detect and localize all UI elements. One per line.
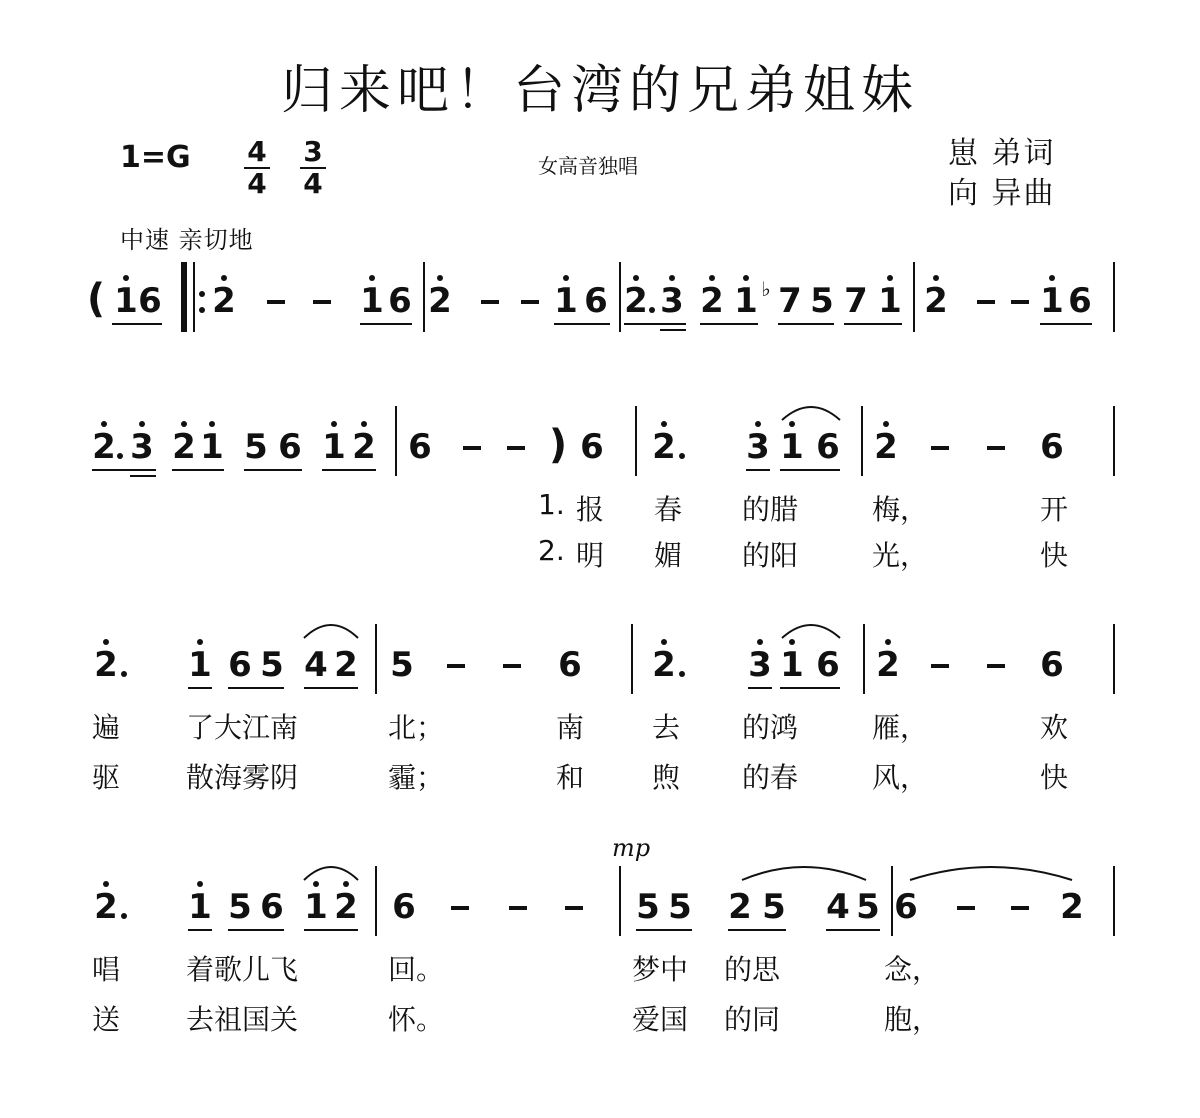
note-6: 6 [1040,427,1064,467]
note-1: 1 [114,281,138,321]
note-2: 2 [652,427,676,467]
note-1: 1 [734,281,758,321]
note-2: 2 [652,645,676,685]
lyric-s2v2-num: 2. [538,534,565,567]
note-5: 5 [810,281,834,321]
octave-dot [197,881,203,887]
octave-dot [661,421,667,427]
octave-dot [661,639,667,645]
octave-dot [933,275,939,281]
octave-dot [313,881,319,887]
aug-dot [679,671,685,677]
octave-dot [209,421,215,427]
lyric-s4v2-3: 爱国 [632,1003,689,1036]
note-6: 6 [228,645,252,685]
note-1: 1 [780,427,804,467]
note-2: 2 [428,281,452,321]
lyric-s3v2-0: 驱 [92,761,121,794]
note-1: 1 [360,281,384,321]
lyric-s4v2-4: 的同 [724,1003,781,1036]
lyric-s3v1-5: 的鸿 [742,711,799,744]
note-2: 2 [624,281,648,321]
lyric-s2v1-3: 的腊 [742,493,799,526]
note-1: 1 [188,645,212,685]
lyric-s2v2-1: 明 [576,539,605,572]
lyric-s3v1-4: 去 [652,711,681,744]
lyric-s4v2-5: 胞， [884,1003,941,1036]
octave-dot [197,639,203,645]
octave-dot [887,275,893,281]
octave-dot [743,275,749,281]
lyric-s3v2-7: 快 [1040,761,1069,794]
note-4: 4 [826,887,850,927]
note-1: 1 [878,281,902,321]
note-2: 2 [334,887,358,927]
note-1: 1 [1040,281,1064,321]
note-2: 2 [876,645,900,685]
note-5: 5 [762,887,786,927]
lyric-s2v2-3: 的阳 [742,539,799,572]
lyric-s2v1-4: 梅， [872,493,929,526]
lyric-s4v1-0: 唱 [92,953,121,986]
song-title: 归来吧！台湾的兄弟姐妹 [280,61,919,121]
lyric-s2v2-5: 快 [1040,539,1069,572]
slur [742,867,866,880]
key-signature: 1=G [120,140,191,175]
aug-dot [679,453,685,459]
octave-dot [343,881,349,887]
note-6: 6 [388,281,412,321]
note-2: 2 [728,887,752,927]
lyric-s2v1-2: 春 [654,493,683,526]
note-3: 3 [746,427,770,467]
octave-dot [221,275,227,281]
dynamic-mark: mp [612,834,651,862]
octave-dot [181,421,187,427]
octave-dot [361,421,367,427]
flat-sign: ♭ [761,277,771,301]
slur [304,867,358,880]
lyric-s2v2-4: 光， [872,539,929,572]
time-sig-denominator: 4 [303,167,323,200]
octave-dot [789,421,795,427]
lyric-s3v2-4: 煦 [652,761,681,794]
lyric-s4v1-4: 的思 [724,953,781,986]
lyric-s3v1-1: 了大江南 [186,711,299,744]
lyric-s3v1-3: 南 [556,711,585,744]
note-6: 6 [278,427,302,467]
lyric-s3v2-1: 散海雾阴 [186,761,299,794]
note-2: 2 [92,427,116,467]
aug-dot [649,307,655,313]
note-5: 5 [390,645,414,685]
slur [782,625,840,638]
octave-dot [883,421,889,427]
note-1: 1 [188,887,212,927]
slur [910,867,1072,880]
lyric-s3v1-2: 北； [388,711,445,744]
note-6: 6 [392,887,416,927]
repeat-dot [199,307,205,313]
note-1: 1 [304,887,328,927]
note-5: 5 [636,887,660,927]
octave-dot [563,275,569,281]
lyricist-credit: 崽 弟词 [948,136,1056,171]
note-6: 6 [816,645,840,685]
note-6: 6 [260,887,284,927]
lyric-s3v2-3: 和 [556,761,585,794]
note-3: 3 [748,645,772,685]
note-2: 2 [874,427,898,467]
note-6: 6 [138,281,162,321]
note-2: 2 [700,281,724,321]
octave-dot [331,421,337,427]
octave-dot [789,639,795,645]
note-5: 5 [668,887,692,927]
slur [304,625,358,638]
note-3: 3 [660,281,684,321]
lyric-s4v2-2: 怀。 [388,1003,445,1036]
octave-dot [669,275,675,281]
note-5: 5 [228,887,252,927]
lyric-s3v1-7: 欢 [1040,711,1069,744]
octave-dot [123,275,129,281]
octave-dot [633,275,639,281]
note-2: 2 [334,645,358,685]
voice-type: 女高音独唱 [538,154,638,178]
octave-dot [757,639,763,645]
note-1: 1 [322,427,346,467]
note-2: 2 [1060,887,1084,927]
note-6: 6 [1068,281,1092,321]
note-5: 5 [244,427,268,467]
octave-dot [101,421,107,427]
note-6: 6 [580,427,604,467]
note-3: 3 [130,427,154,467]
note-1: 1 [554,281,578,321]
slur [782,407,840,420]
note-6: 6 [408,427,432,467]
note-7: 7 [844,281,868,321]
octave-dot [709,275,715,281]
lyric-s4v2-1: 去祖国关 [186,1003,299,1036]
octave-dot [437,275,443,281]
octave-dot [103,639,109,645]
note-2: 2 [172,427,196,467]
note-6: 6 [584,281,608,321]
lyric-s4v1-1: 着歌儿飞 [186,953,299,986]
lyric-s4v1-3: 梦中 [632,953,689,986]
octave-dot [1049,275,1055,281]
octave-dot [885,639,891,645]
octave-dot [139,421,145,427]
aug-dot [121,913,127,919]
note-2: 2 [212,281,236,321]
lyric-s3v1-6: 雁， [872,711,929,744]
aug-dot [121,671,127,677]
lyric-s3v2-2: 霾； [388,761,445,794]
repeat-dot [199,291,205,297]
composer-credit: 向 异曲 [948,176,1056,211]
time-sig-numerator: 3 [303,135,323,168]
note-5: 5 [260,645,284,685]
lyric-s4v2-0: 送 [92,1003,121,1036]
note-2: 2 [352,427,376,467]
paren: ) [548,422,568,468]
note-7: 7 [778,281,802,321]
note-6: 6 [1040,645,1064,685]
note-2: 2 [924,281,948,321]
note-1: 1 [780,645,804,685]
note-2: 2 [94,645,118,685]
lyric-s4v1-5: 念， [884,953,941,986]
note-2: 2 [94,887,118,927]
note-1: 1 [200,427,224,467]
lyric-s3v1-0: 遍 [92,711,121,744]
octave-dot [103,881,109,887]
note-6: 6 [816,427,840,467]
lyric-s2v1-num: 1. [538,488,565,521]
time-sig-denominator: 4 [247,167,267,200]
paren: ( [86,276,106,322]
octave-dot [369,275,375,281]
tempo-marking: 中速 亲切地 [120,226,254,254]
lyric-s4v1-2: 回。 [388,953,445,986]
time-sig-numerator: 4 [247,135,267,168]
lyric-s3v2-5: 的春 [742,761,799,794]
note-4: 4 [304,645,328,685]
note-6: 6 [894,887,918,927]
lyric-s2v2-2: 媚 [654,539,683,572]
note-6: 6 [558,645,582,685]
note-5: 5 [856,887,880,927]
lyric-s2v1-5: 开 [1040,493,1069,526]
lyric-s2v1-1: 报 [576,493,605,526]
octave-dot [755,421,761,427]
lyric-s3v2-6: 风， [872,761,929,794]
aug-dot [117,453,123,459]
